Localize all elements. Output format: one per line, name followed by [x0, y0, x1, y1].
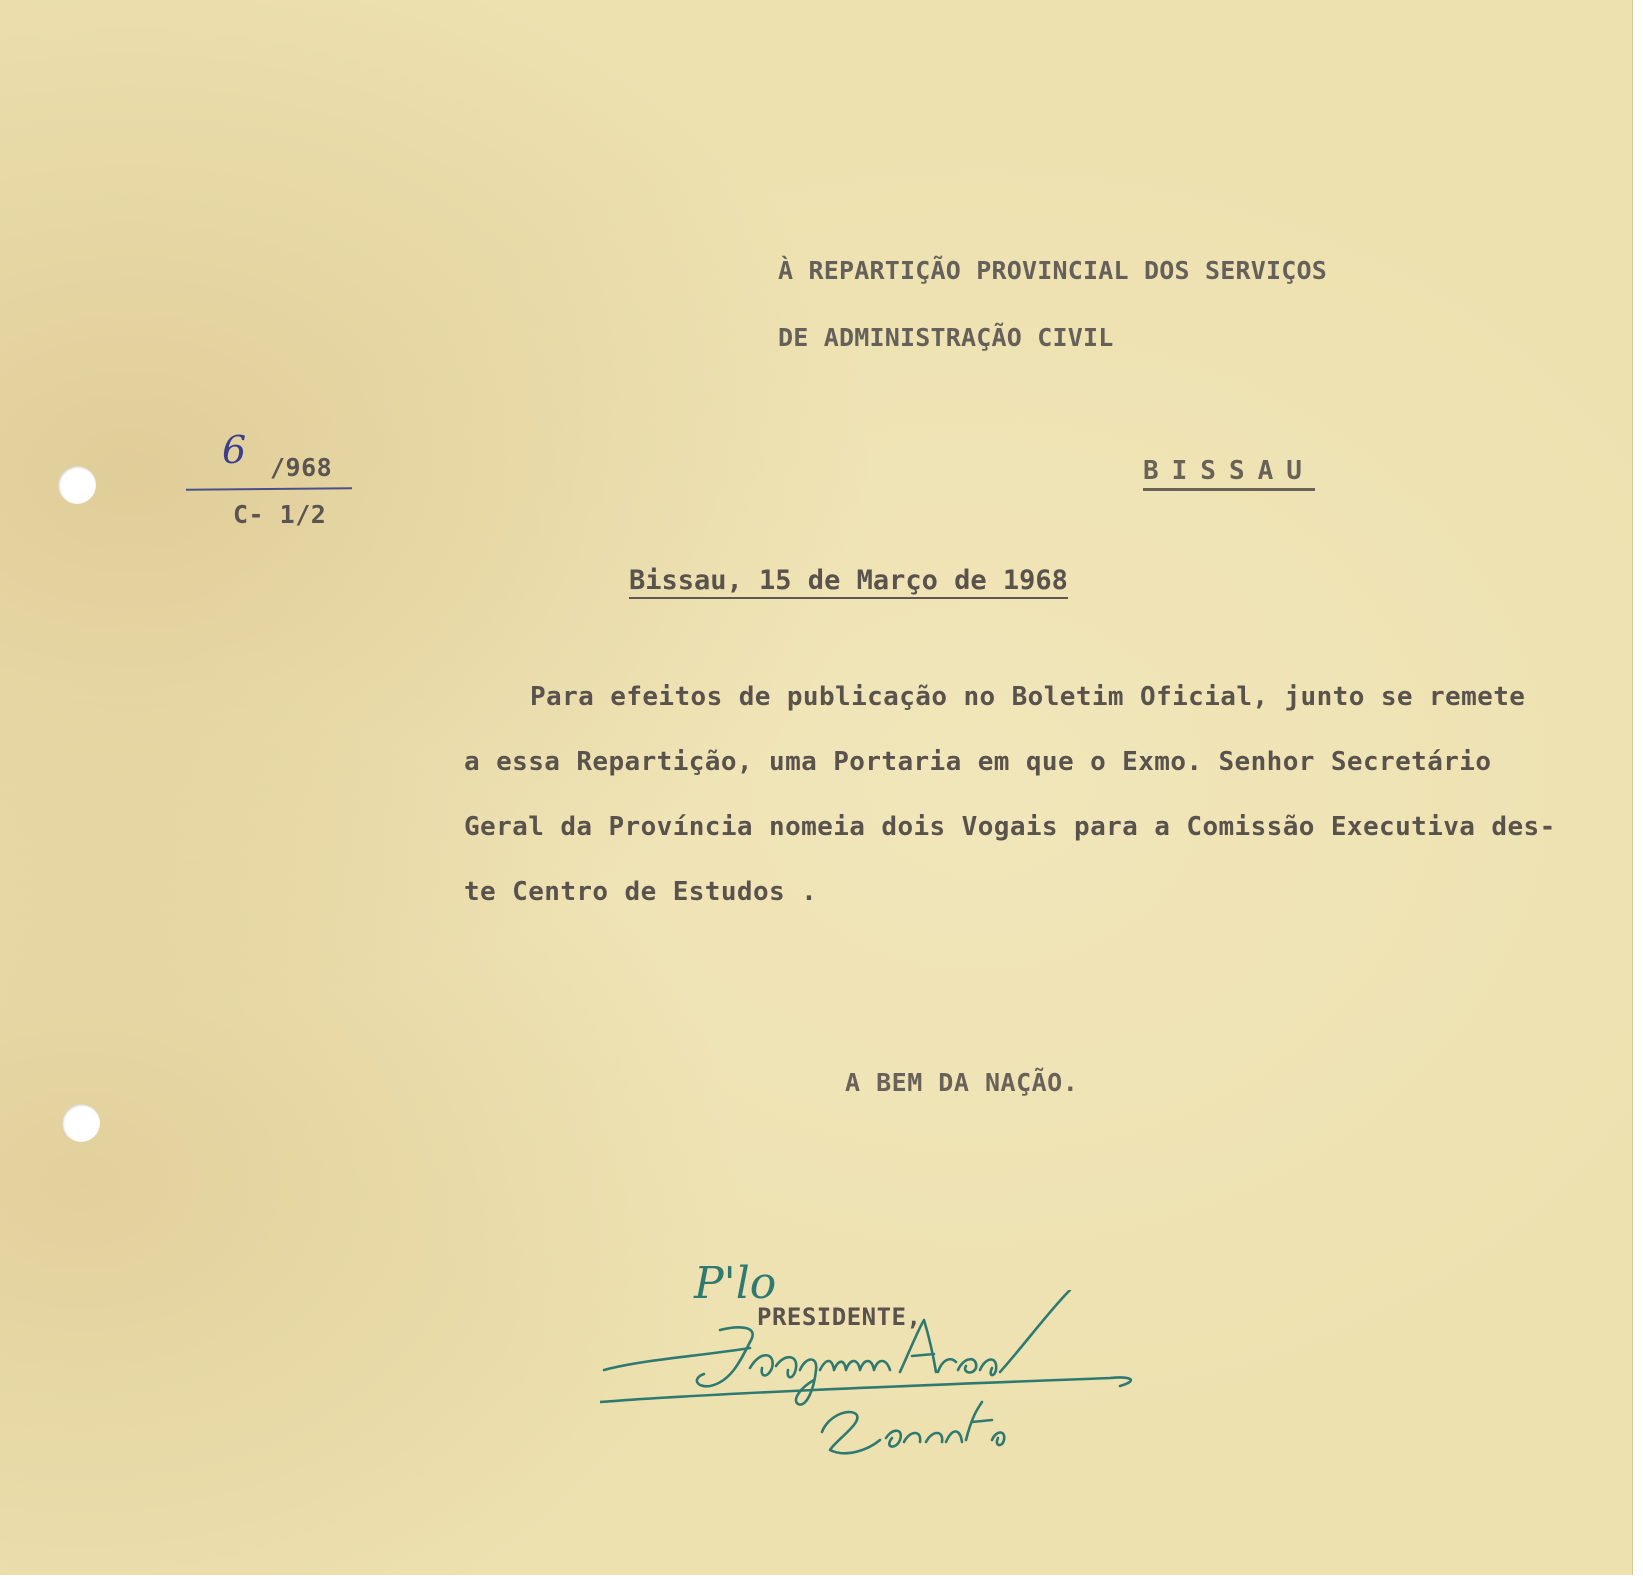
addressee-line-1: À REPARTIÇÃO PROVINCIAL DOS SERVIÇOS: [778, 256, 1328, 285]
city-heading: BISSAU: [1143, 456, 1315, 491]
reference-handwritten-number: 6: [222, 428, 247, 472]
handwritten-signature: [600, 1290, 1200, 1470]
body-paragraph: [464, 665, 1594, 925]
addressee-line-2: DE ADMINISTRAÇÃO CIVIL: [778, 323, 1114, 352]
punch-hole: [62, 1104, 100, 1142]
body-line: Geral da Província nomeia dois Vogais para a Comissão Executiva des-: [464, 812, 1556, 842]
signatory-title: PRESIDENTE,: [757, 1303, 922, 1331]
reference-code: C- 1/2: [233, 500, 327, 529]
reference-number-suffix: /968: [270, 453, 333, 482]
body-line: te Centro de Estudos .: [464, 877, 818, 907]
date-line: Bissau, 15 de Março de 1968: [629, 565, 1068, 599]
punch-hole: [58, 466, 96, 504]
reference-divider: [186, 487, 352, 490]
body-line: Para efeitos de publicação no Boletim Oficial, junto se remete: [530, 682, 1526, 712]
closing-salutation: A BEM DA NAÇÃO.: [845, 1068, 1079, 1097]
body-line: a essa Repartição, uma Portaria em que o Exmo. Senhor Secretário: [464, 747, 1492, 777]
handwritten-prefix: P'lo: [694, 1258, 777, 1309]
